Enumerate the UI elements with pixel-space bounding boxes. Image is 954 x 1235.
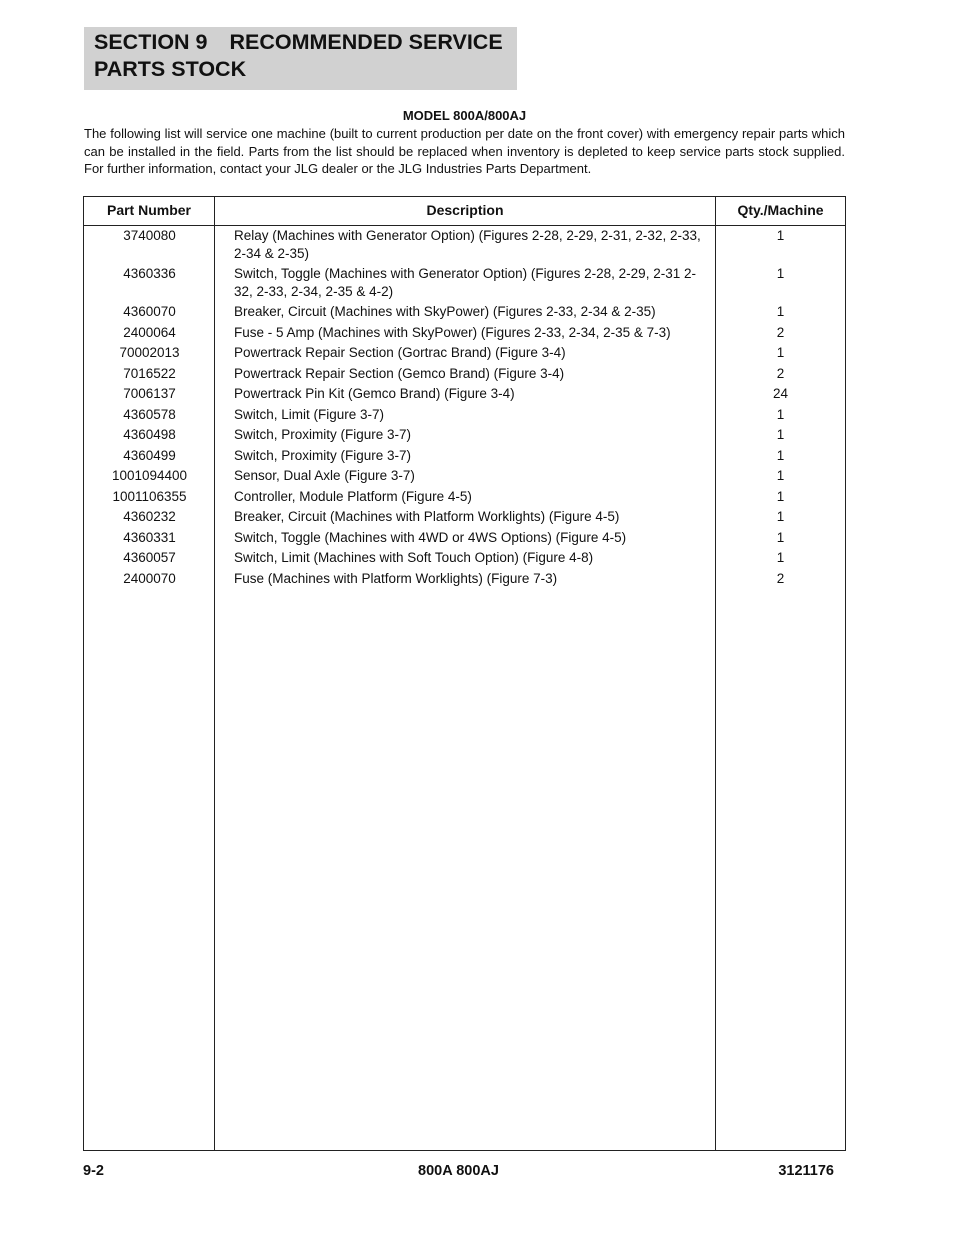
qty-cell: 24 [772, 386, 789, 401]
part-number-cell: 2400064 [123, 324, 176, 340]
header-part-number: Part Number [106, 202, 192, 218]
qty-cell: 1 [776, 529, 785, 545]
description-cell: Relay (Machines with Generator Option) (Figures 2-28, 2-29, 2-31, 2-32, 2-33, 2-34 & 2-35) [234, 228, 701, 261]
table-row [84, 321, 845, 342]
footer-model: 800A 800AJ [418, 1163, 499, 1179]
part-number-cell: 1001106355 [112, 488, 187, 504]
description-cell: Switch, Limit (Figure 3-7) [234, 406, 385, 422]
description-cell: Controller, Module Platform (Figure 4-5) [234, 488, 472, 504]
qty-cell: 2 [776, 324, 785, 340]
header-qty: Qty./Machine [737, 202, 824, 218]
table-row [84, 262, 845, 300]
footer-doc-number: 3121176 [778, 1163, 834, 1179]
table-row [84, 526, 845, 547]
description-cell: Fuse - 5 Amp (Machines with SkyPower) (Figures 2-33, 2-34, 2-35 & 7-3) [234, 324, 671, 340]
part-number-cell: 4360578 [123, 406, 176, 422]
part-number-cell: 4360057 [123, 550, 176, 565]
table-row [84, 505, 845, 526]
qty-cell: 1 [776, 345, 785, 360]
qty-cell: 1 [776, 550, 785, 565]
table-row [84, 485, 845, 506]
section-number: SECTION 9 [94, 30, 208, 54]
table-row [84, 382, 845, 403]
table-row [84, 464, 845, 485]
qty-cell: 1 [776, 509, 785, 524]
qty-cell: 1 [776, 427, 785, 442]
qty-cell: 1 [776, 468, 785, 483]
section-banner [84, 27, 517, 90]
description-cell: Fuse (Machines with Platform Worklights) (Figure 7-3) [234, 570, 558, 586]
part-number-cell: 4360331 [123, 529, 176, 545]
qty-cell: 1 [776, 488, 785, 504]
description-cell: Switch, Limit (Machines with Soft Touch Option) (Figure 4-8) [234, 550, 594, 565]
qty-cell: 2 [776, 570, 785, 586]
description-cell: Switch, Toggle (Machines with 4WD or 4WS Options) (Figure 4-5) [234, 529, 627, 545]
description-cell: Powertrack Repair Section (Gortrac Brand) (Figure 3-4) [234, 345, 566, 360]
table-row [84, 300, 845, 321]
description-cell: Breaker, Circuit (Machines with Platform Worklights) (Figure 4-5) [234, 509, 620, 524]
qty-cell: 1 [776, 406, 785, 422]
footer-page-number: 9-2 [83, 1163, 104, 1179]
part-number-cell: 2400070 [123, 570, 176, 586]
qty-cell: 1 [776, 447, 785, 463]
table-body [84, 225, 845, 587]
table-row [84, 423, 845, 444]
part-number-cell: 3740080 [123, 228, 176, 243]
description-cell: Switch, Toggle (Machines with Generator Option) (Figures 2-28, 2-29, 2-31 2-32, 2-33, 2-34, 2-35 & 4-2) [234, 266, 696, 299]
description-cell: Breaker, Circuit (Machines with SkyPower) (Figures 2-33, 2-34 & 2-35) [234, 304, 656, 319]
description-cell: Sensor, Dual Axle (Figure 3-7) [234, 468, 415, 483]
qty-cell: 1 [776, 228, 785, 243]
header-description: Description [426, 202, 504, 218]
description-cell: Switch, Proximity (Figure 3-7) [234, 447, 412, 463]
table-row [84, 225, 845, 262]
section-title-part-2: PARTS STOCK [94, 57, 247, 81]
part-number-cell: 1001094400 [111, 468, 188, 483]
table-row [84, 567, 845, 588]
intro-paragraph: The following list will service one machine (built to current production per date on the front cover) with emergency repair parts which can be installed in the field. Parts from the list should be replaced when inventory is depleted to keep service parts stock supplied. For further information, contact your JLG dealer or the JLG Industries Parts Department. [84, 126, 845, 176]
parts-table [83, 196, 846, 1151]
section-title-part-1: RECOMMENDED SERVICE [229, 30, 503, 54]
table-header [84, 197, 845, 226]
qty-cell: 1 [776, 266, 785, 281]
part-number-cell: 7016522 [123, 365, 176, 381]
part-number-cell: 4360070 [123, 304, 176, 319]
part-number-cell: 4360232 [123, 509, 176, 524]
description-cell: Switch, Proximity (Figure 3-7) [234, 427, 412, 442]
part-number-cell: 70002013 [119, 345, 180, 360]
section-heading-line-1 [94, 29, 507, 56]
part-number-cell: 4360336 [123, 266, 176, 281]
table-row [84, 546, 845, 567]
part-number-cell: 4360499 [123, 447, 176, 463]
qty-cell: 2 [776, 365, 785, 381]
qty-cell: 1 [776, 304, 785, 319]
table-row [84, 341, 845, 362]
table-row [84, 444, 845, 465]
part-number-cell: 7006137 [123, 386, 176, 401]
table-row [84, 362, 845, 383]
description-cell: Powertrack Pin Kit (Gemco Brand) (Figure 3-4) [234, 386, 515, 401]
description-cell: Powertrack Repair Section (Gemco Brand) (Figure 3-4) [234, 365, 565, 381]
part-number-cell: 4360498 [123, 427, 176, 442]
table-row [84, 403, 845, 424]
model-title: MODEL 800A/800AJ [402, 108, 527, 123]
